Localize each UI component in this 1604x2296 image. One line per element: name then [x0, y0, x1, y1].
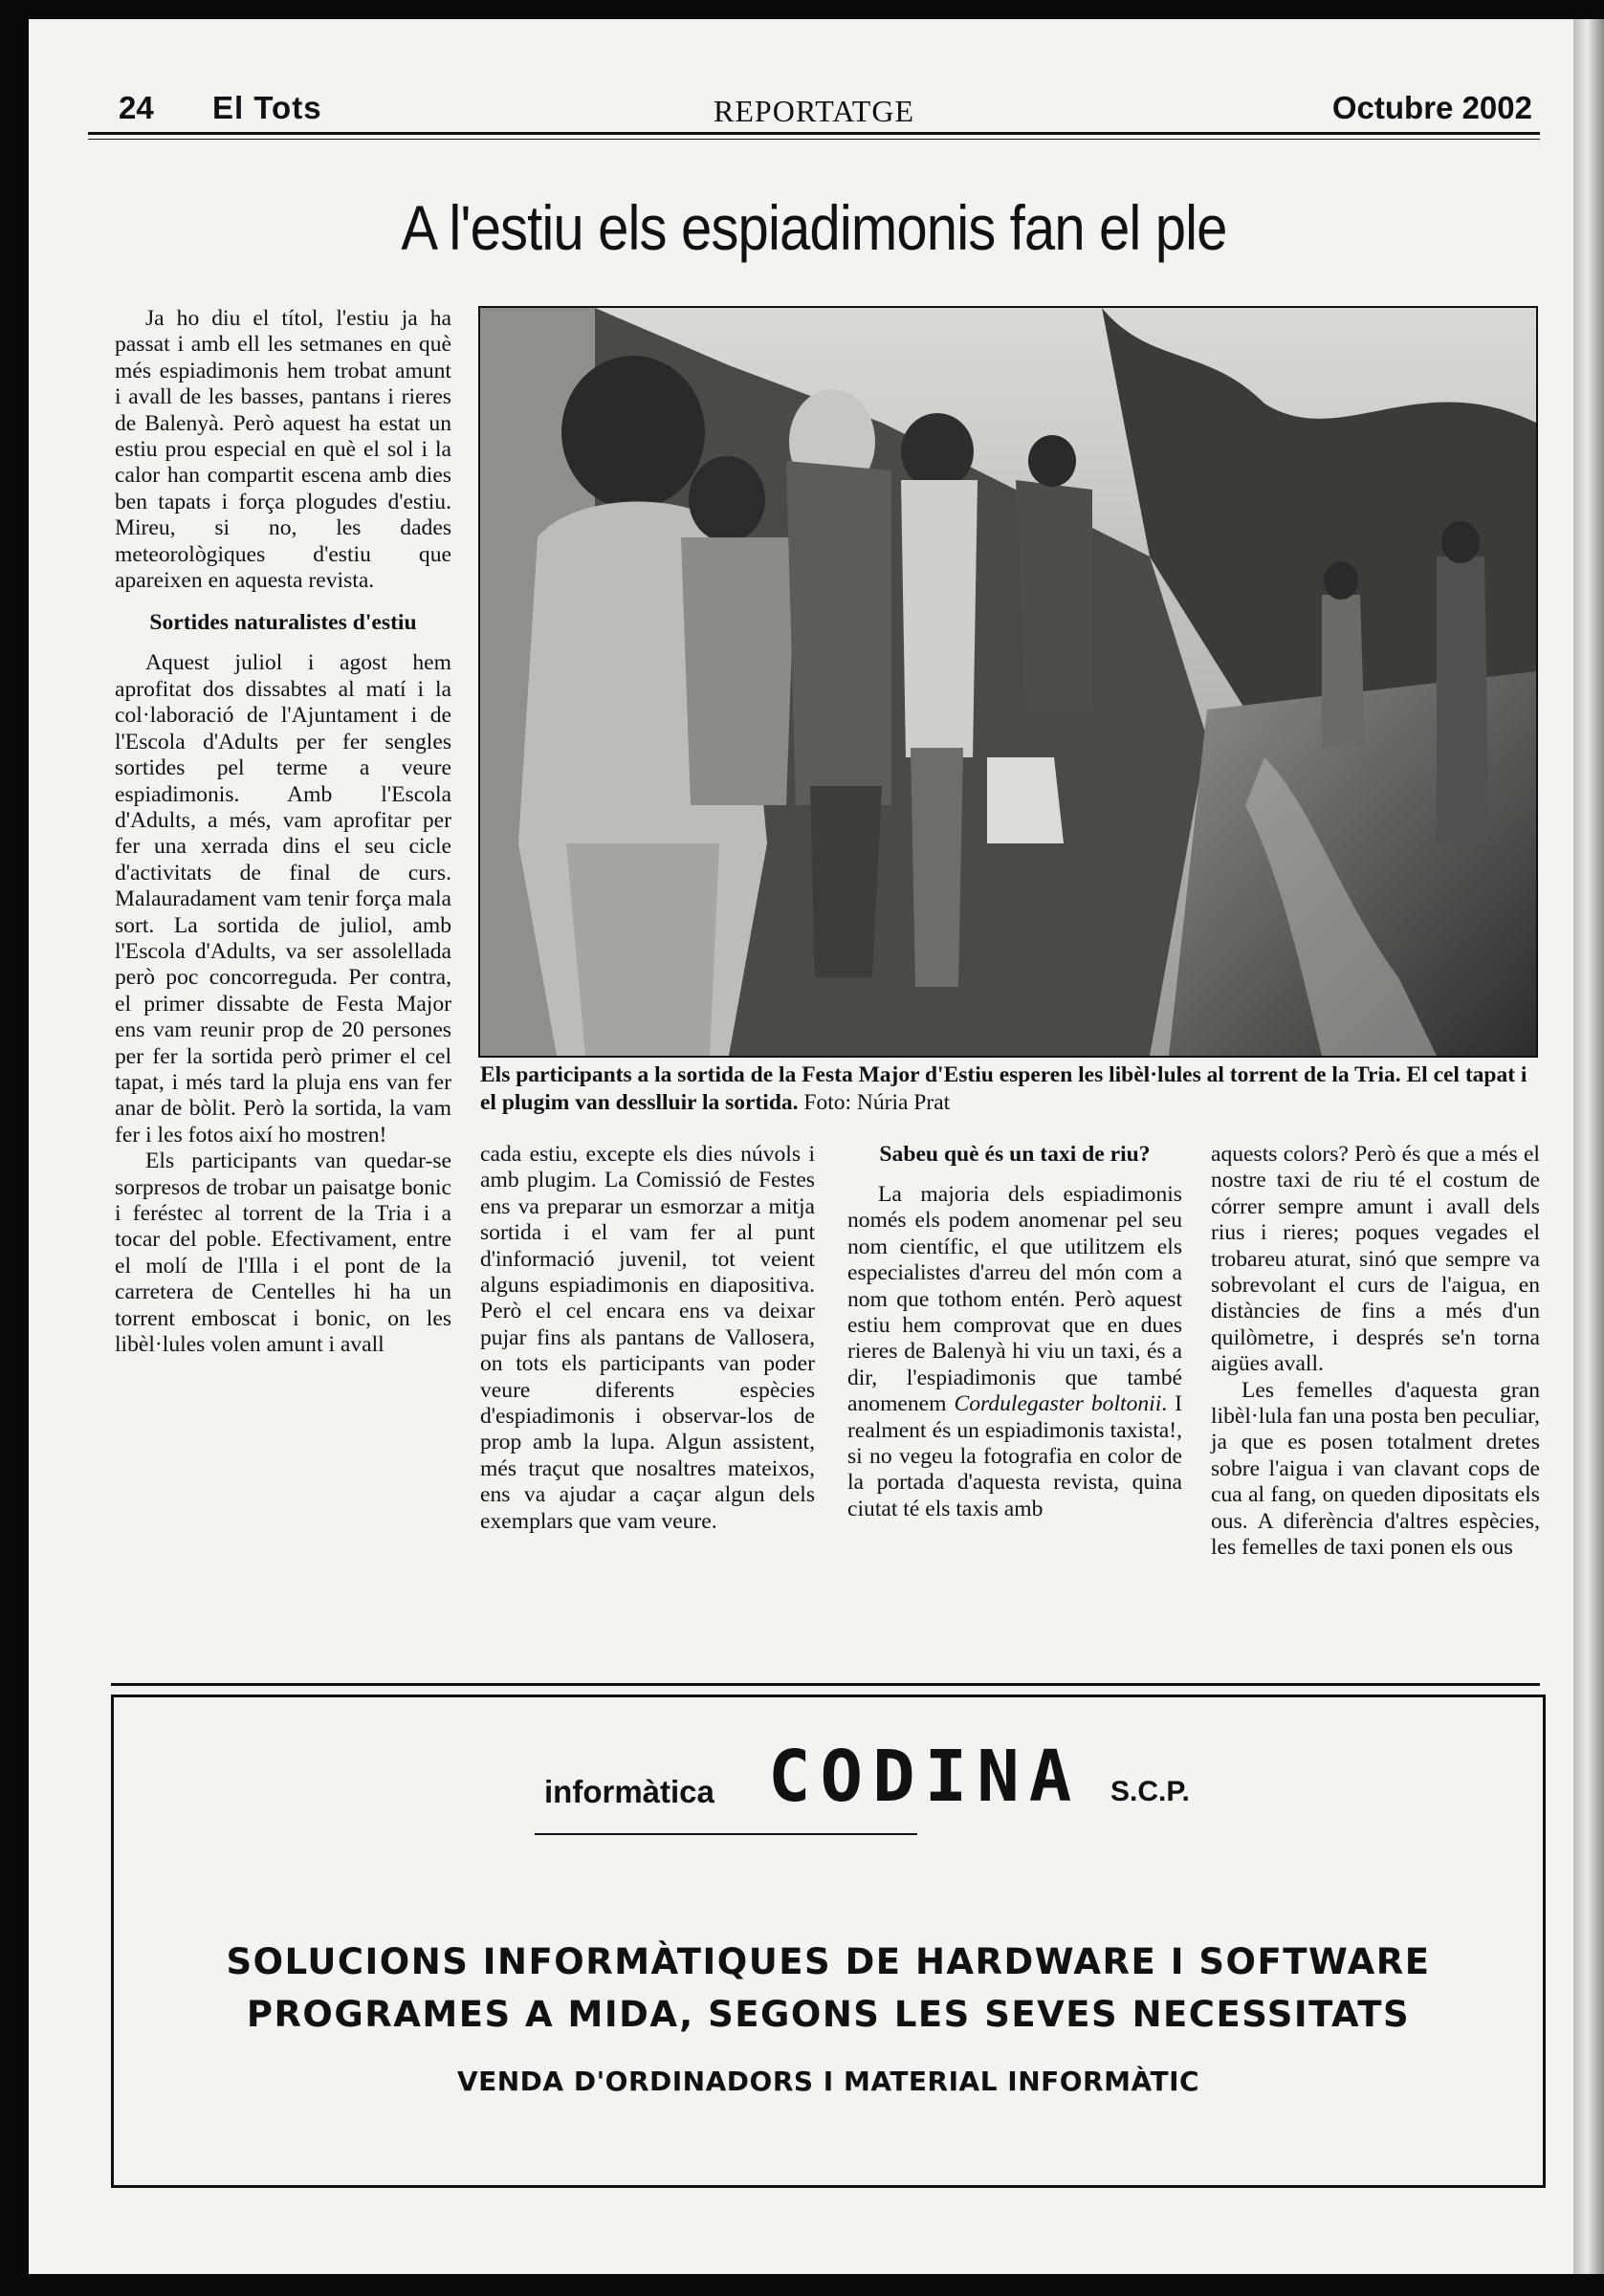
- paragraph-comissio: cada estiu, excepte els dies núvols i amb plugim. La Comissió de Festes ens va preparar un esmorzar a mitja sortida i el vam fer al punt d'informació juvenil, tot veient alguns espiadimonis en diapositiva. Però el cel encara ens va deixar pujar fins als pantans de Vallosera, on tots els participants van poder veure diferents espècies d'espiadimonis i observar-los de prop amb la lupa. Algun assistent, més traçut que nosaltres mateixos, ens va ajudar a caçar algun dels exemplars que vam veure.: [480, 1142, 815, 1534]
- intro-paragraph: Ja ho diu el títol, l'estiu ja ha passat i amb ell les setmanes en què més espiadimonis hem trobat amunt i avall de les basses, pantans i rieres de Balenyà. Però aquest ha estat un estiu prou especial en què el sol i la calor han compartit escena amb dies ben tapats i força plogudes d'estiu. Mireu, si no, les dades meteorològiques d'estiu que apareixen en aquesta revista.: [115, 306, 451, 594]
- article-photo: [478, 306, 1538, 1058]
- subheading-sortides: Sortides naturalistes d'estiu: [149, 610, 417, 636]
- magazine-name: El Tots: [212, 90, 322, 125]
- paragraph-femelles: Les femelles d'aquesta gran libèl·lula fan una posta ben peculiar, ja que es posen totalment dretes sobre l'aigua i van clavant cops de cua al fang, on queden dipositats els ous. A diferència d'altres espècies, les femelles de taxi ponen els ous: [1211, 1377, 1540, 1561]
- paragraph-taxi-b: . I realment és un espiadimonis taxista!, si no vegeu la fotografia en color de la portada d'aquesta revista, quina ciutat té els taxis amb: [847, 1391, 1182, 1521]
- ad-line-solucions: SOLUCIONS INFORMÀTIQUES DE HARDWARE I SOFTWARE: [226, 1941, 1431, 1982]
- paragraph-taxi-a: La majoria dels espiadimonis només els podem anomenar pel seu nom científic, el que utilitzem els especialistes d'arreu del món com a nom que tothom entén. Però aquest estiu hem comprovat que en dues rieres de Balenyà hi viu un taxi, és a dir, l'espiadimonis que també anomenem: [847, 1182, 1182, 1417]
- photo-caption: [480, 1061, 1540, 1117]
- ad-divider: [535, 1833, 917, 1835]
- paragraph-colors: aquests colors? Però és que a més el nostre taxi de riu té el costum de córrer sempre amunt i avall dels rius i rieres; poques vegades el trobareu aturat, sinó que sempre va sobrevolant el curs de l'aigua, en distàncies de fins a més d'un quilòmetre, i després se'n torna aigües avall.: [1211, 1142, 1540, 1377]
- page-header: [88, 88, 1540, 135]
- paragraph-sortides: Aquest juliol i agost hem aprofitat dos dissabtes al matí i la col·laboració de l'Ajuntament i de l'Escola d'Adults per fer sengles sortides pel terme a veure espiadimonis. Amb l'Escola d'Adults, a més, vam aprofitar per fer una xerrada dins el seu cicle d'activitats de final de curs. Malauradament vam tenir força mala sort. La sortida de juliol, amb l'Escola d'Adults, va ser assolellada però poc concorreguda. Per contra, el primer dissabte de Festa Major ens vam reunir prop de 20 persones per fer la sortida però primer el cel tapat, i més tard la pluja ens van fer anar de bòlit. Però la sortida, la vam fer i les fotos així ho mostren!: [115, 650, 451, 1148]
- ad-company-suffix: S.C.P.: [1110, 1776, 1190, 1807]
- article-title: A l'estiu els espiadimonis fan el ple: [401, 192, 1227, 263]
- codina-logo: CODINA: [768, 1736, 1082, 1818]
- subheading-taxi: Sabeu què és un taxi de riu?: [879, 1142, 1151, 1167]
- column-1: [115, 306, 451, 1358]
- photo-credit: Foto: Núria Prat: [803, 1090, 951, 1115]
- paragraph-participants: Els participants van quedar-se sorpresos de trobar un paisatge bonic i feréstec al torrent de la Tria i a tocar del poble. Efectivament, entre el molí de l'Illa i el pont de la carretera de Centelles hi ha un torrent emboscat i bonic, on les libèl·lules volen amunt i avall: [115, 1148, 451, 1358]
- species-name: Cordulegaster boltonii: [954, 1391, 1162, 1417]
- ad-line-programes: PROGRAMES A MIDA, SEGONS LES SEVES NECESSITATS: [246, 1994, 1411, 2035]
- ad-top-rule: [111, 1683, 1540, 1686]
- ad-line-venda: VENDA D'ORDINADORS I MATERIAL INFORMÀTIC: [456, 2066, 1200, 2097]
- section-label: REPORTATGE: [714, 94, 914, 128]
- column-4: [1211, 1142, 1540, 1562]
- advertisement-codina: [111, 1695, 1546, 2188]
- ad-informatica: informàtica: [544, 1774, 714, 1809]
- page-number: 24: [119, 90, 154, 125]
- column-3: [847, 1142, 1182, 1522]
- page-edge: [1573, 19, 1604, 2274]
- column-2: [480, 1142, 815, 1535]
- paragraph-taxi: [847, 1182, 1182, 1522]
- issue-date: Octubre 2002: [1331, 90, 1532, 125]
- photo-image: [480, 308, 1536, 1056]
- caption-text: Els participants a la sortida de la Festa Major d'Estiu esperen les libèl·lules al torrent de la Tria. El cel tapat i el plugim van desslluir la sortida.: [480, 1062, 1527, 1115]
